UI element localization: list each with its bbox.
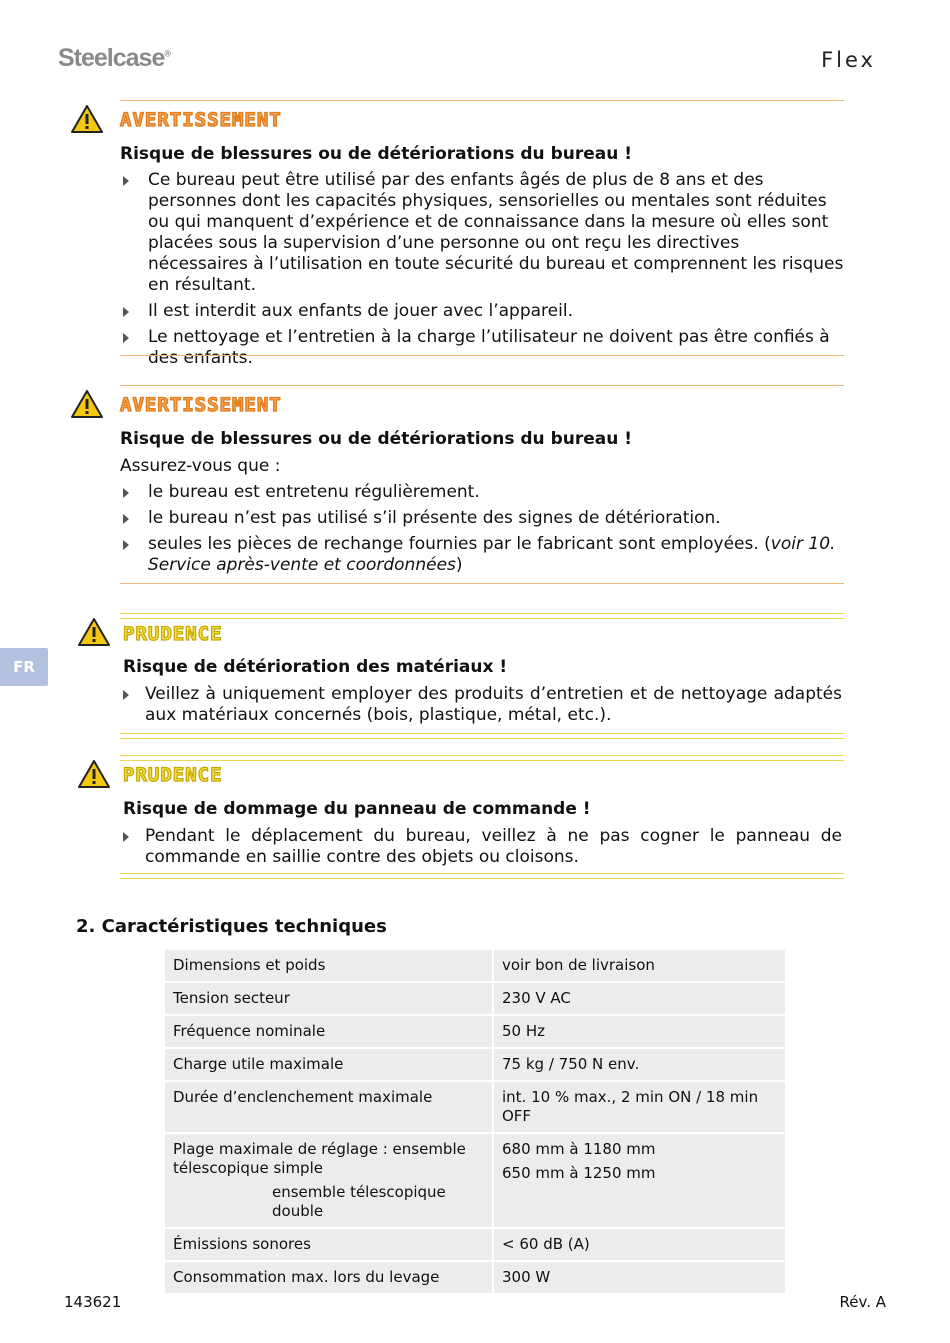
language-tab: FR <box>0 648 48 686</box>
revision: Rév. A <box>839 1293 886 1311</box>
notice-3-list <box>120 684 842 731</box>
doc-number: 143621 <box>64 1293 122 1311</box>
spec-label: Charge utile maximale <box>165 1049 492 1080</box>
spec-label: Consommation max. lors du levage <box>165 1262 492 1293</box>
spec-value: 230 V AC <box>494 983 785 1014</box>
notice-2-bottom-rule <box>120 583 844 584</box>
notice-1-top-rule <box>120 100 844 101</box>
list-item: Il est interdit aux enfants de jouer avec l’appareil. <box>120 301 844 322</box>
warning-triangle-icon <box>70 389 104 419</box>
spec-value: < 60 dB (A) <box>494 1229 785 1260</box>
notice-3-bottom-rule <box>120 733 844 739</box>
spec-label: Plage maximale de réglage : ensemble télescopique simple ensemble télescopique double <box>165 1134 492 1227</box>
notice-3-title: Risque de détérioration des matériaux ! <box>123 657 508 677</box>
cross-reference: voir 10. Service après-vente et coordonnées <box>148 534 836 575</box>
spec-label: Durée d’enclenchement maximale <box>165 1082 492 1132</box>
spec-label: Tension secteur <box>165 983 492 1014</box>
warning-triangle-icon <box>70 104 104 134</box>
table-row <box>165 1134 785 1227</box>
notice-4-header: PRUDENCE <box>123 764 223 786</box>
caution-triangle-icon <box>77 759 111 789</box>
section-title: 2. Caractéristiques techniques <box>76 916 387 937</box>
product-name: Flex <box>821 48 876 72</box>
notice-3-top-rule <box>120 613 844 619</box>
list-item: Pendant le déplacement du bureau, veillez à ne pas cogner le panneau de commande en saillie contre des objets ou cloisons. <box>120 826 842 868</box>
table-row <box>165 1049 785 1080</box>
notice-2-header: AVERTISSEMENT <box>120 394 282 416</box>
notice-2-intro: Assurez-vous que : <box>120 456 281 476</box>
spec-value: int. 10 % max., 2 min ON / 18 min OFF <box>494 1082 785 1132</box>
table-row <box>165 1082 785 1132</box>
table-row <box>165 983 785 1014</box>
table-row <box>165 1262 785 1293</box>
spec-label: Fréquence nominale <box>165 1016 492 1047</box>
notice-2-list <box>120 482 844 581</box>
table-row <box>165 950 785 981</box>
notice-4-list <box>120 826 842 873</box>
list-item: seules les pièces de rechange fournies par le fabricant sont employées. (voir 10. Service après-vente et coordonnées) <box>120 534 844 576</box>
list-item: Ce bureau peut être utilisé par des enfants âgés de plus de 8 ans et des personnes dont les capacités physiques, sensorielles ou mentales sont réduites ou qui manquent d’expérience et de connaissance dans la mesure où elles sont placées sous la supervision d’une personne ou ont reçu les directives nécessaires à l’utilisation en toute sécurité du bureau et comprennent les risques en résultant. <box>120 170 844 296</box>
list-item: Le nettoyage et l’entretien à la charge l’utilisateur ne doivent pas être confiés à des enfants. <box>120 327 844 369</box>
spec-value: 75 kg / 750 N env. <box>494 1049 785 1080</box>
notice-2-top-rule <box>120 385 844 386</box>
list-item: le bureau est entretenu régulièrement. <box>120 482 844 503</box>
notice-4-title: Risque de dommage du panneau de commande ! <box>123 799 591 819</box>
specs-table <box>163 948 787 1295</box>
notice-4-top-rule <box>120 755 844 761</box>
table-row <box>165 1016 785 1047</box>
notice-1-bottom-rule <box>120 355 844 356</box>
spec-value: 680 mm à 1180 mm 650 mm à 1250 mm <box>494 1134 785 1227</box>
list-item: Veillez à uniquement employer des produits d’entretien et de nettoyage adaptés aux matériaux concernés (bois, plastique, métal, etc.). <box>120 684 842 726</box>
list-item: le bureau n’est pas utilisé s’il présente des signes de détérioration. <box>120 508 844 529</box>
caution-triangle-icon <box>77 617 111 647</box>
spec-value: voir bon de livraison <box>494 950 785 981</box>
notice-1-header: AVERTISSEMENT <box>120 109 282 131</box>
steelcase-logo: Steelcase® <box>58 44 172 72</box>
spec-value: 50 Hz <box>494 1016 785 1047</box>
table-row <box>165 1229 785 1260</box>
notice-1-title: Risque de blessures ou de détériorations du bureau ! <box>120 144 633 164</box>
spec-label: Dimensions et poids <box>165 950 492 981</box>
spec-value: 300 W <box>494 1262 785 1293</box>
notice-1-list <box>120 170 844 374</box>
spec-label: Émissions sonores <box>165 1229 492 1260</box>
notice-3-header: PRUDENCE <box>123 623 223 645</box>
notice-2-title: Risque de blessures ou de détériorations du bureau ! <box>120 429 633 449</box>
notice-4-bottom-rule <box>120 873 844 879</box>
